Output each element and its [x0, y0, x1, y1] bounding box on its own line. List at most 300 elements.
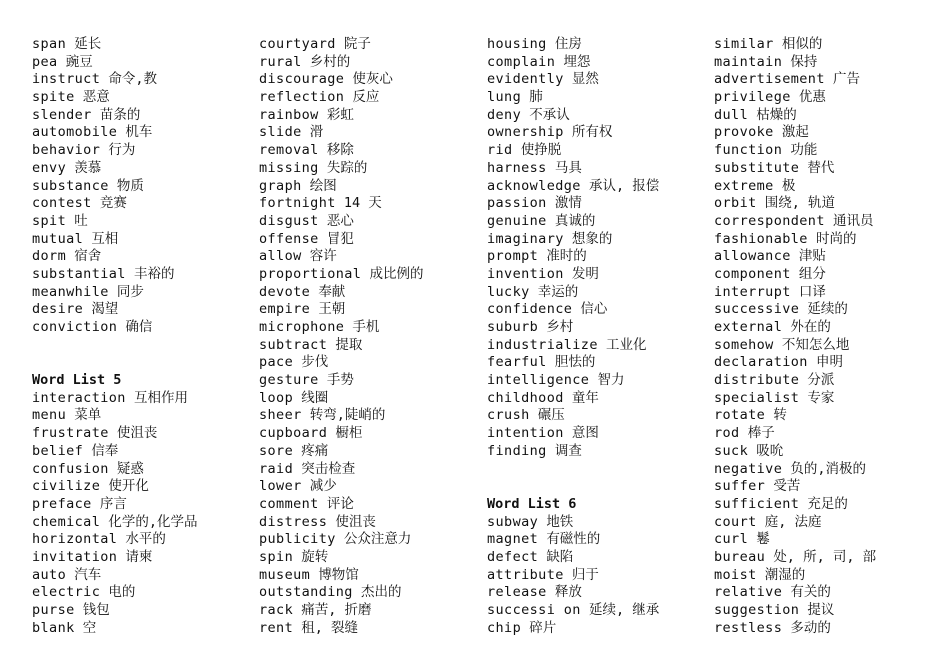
- vocab-entry: [32, 531, 247, 549]
- english-word: invention: [487, 265, 564, 282]
- english-word: rural: [259, 53, 302, 70]
- vocab-entry: [487, 620, 702, 638]
- vocab-entry: [714, 567, 929, 585]
- vocab-entry: [32, 549, 247, 567]
- english-word: correspondent: [714, 212, 825, 229]
- vocab-entry: [32, 567, 247, 585]
- chinese-meaning: 童年: [571, 389, 599, 406]
- english-word: horizontal: [32, 531, 118, 548]
- chinese-meaning: 互相: [91, 230, 119, 247]
- vocab-entry: [32, 124, 247, 142]
- vocab-entry: [32, 584, 247, 602]
- english-word: behavior: [32, 142, 101, 159]
- vocab-entry: [32, 142, 247, 160]
- english-word: genuine: [487, 212, 547, 229]
- chinese-meaning: 反应: [352, 89, 380, 106]
- vocab-entry: [487, 407, 702, 425]
- english-word: interrupt: [714, 283, 791, 300]
- english-word: spin: [259, 548, 294, 565]
- vocab-entry: [487, 372, 702, 390]
- chinese-meaning: 院子: [343, 36, 371, 52]
- english-word: spit: [32, 212, 67, 229]
- english-word: release: [487, 584, 547, 601]
- vocab-entry: [487, 602, 702, 620]
- chinese-meaning: 极: [781, 177, 796, 194]
- vocab-entry: [32, 107, 247, 125]
- chinese-meaning: 提议: [807, 602, 835, 618]
- chinese-meaning: 疼痛: [301, 442, 329, 459]
- english-word: suggestion: [714, 602, 800, 618]
- vocab-entry: [714, 142, 929, 160]
- chinese-meaning: 吸吮: [756, 442, 784, 459]
- chinese-meaning: 互相作用: [133, 389, 188, 406]
- vocab-entry: [487, 160, 702, 178]
- vocab-entry: [259, 584, 474, 602]
- chinese-meaning: 延长: [74, 36, 102, 52]
- vocab-entry: [714, 425, 929, 443]
- english-word: ownership: [487, 124, 564, 141]
- english-word: missing: [259, 159, 319, 176]
- chinese-meaning: 使挣脱: [520, 142, 562, 159]
- chinese-meaning: 减少: [309, 478, 337, 495]
- vocab-entry: [487, 54, 702, 72]
- english-word: distress: [259, 513, 328, 530]
- vocab-entry: [259, 36, 474, 54]
- chinese-meaning: 空: [82, 619, 97, 636]
- english-word: rack: [259, 602, 294, 618]
- vocab-entry: [714, 160, 929, 178]
- chinese-meaning: 竞赛: [99, 195, 127, 212]
- chinese-meaning: 优惠: [798, 89, 826, 106]
- vocab-entry: [714, 89, 929, 107]
- vocab-entry: [32, 461, 247, 479]
- chinese-meaning: 相似的: [781, 36, 823, 52]
- chinese-meaning: 杰出的: [360, 584, 402, 601]
- english-word: attribute: [487, 566, 564, 583]
- english-word: orbit: [714, 195, 757, 212]
- vocab-entry: [259, 337, 474, 355]
- vocab-entry: [259, 354, 474, 372]
- chinese-meaning: 不知怎么地: [781, 336, 850, 353]
- vocab-entry: [259, 160, 474, 178]
- vocab-entry: [714, 354, 929, 372]
- word-list-heading: Word List 6: [487, 495, 577, 512]
- vocab-entry: [487, 354, 702, 372]
- english-word: declaration: [714, 354, 808, 371]
- english-word: suck: [714, 442, 749, 459]
- english-word: pea: [32, 53, 58, 70]
- vocab-entry: [714, 443, 929, 461]
- vocab-entry: [714, 531, 929, 549]
- english-word: rod: [714, 425, 740, 442]
- chinese-meaning: 汽车: [74, 566, 102, 583]
- chinese-meaning: 信心: [580, 301, 608, 318]
- english-word: cupboard: [259, 425, 328, 442]
- vocab-entry: [32, 71, 247, 89]
- english-word: finding: [487, 442, 547, 459]
- chinese-meaning: 智力: [597, 372, 625, 389]
- vocab-entry: [259, 602, 474, 620]
- vocab-entry: [487, 231, 702, 249]
- vocab-entry: [259, 301, 474, 319]
- chinese-meaning: 埋怨: [563, 53, 591, 70]
- vocab-entry: [714, 319, 929, 337]
- chinese-meaning: 容许: [309, 248, 337, 265]
- english-word: automobile: [32, 124, 118, 141]
- chinese-meaning: 分派: [807, 372, 835, 389]
- vocab-entry: [487, 390, 702, 408]
- english-word: chip: [487, 619, 522, 636]
- vocab-entry: [32, 284, 247, 302]
- vocab-entry: [714, 584, 929, 602]
- chinese-meaning: 机车: [125, 124, 153, 141]
- english-word: blank: [32, 619, 75, 636]
- vocab-entry: [487, 284, 702, 302]
- vocab-entry: [487, 514, 702, 532]
- vocab-entry: [714, 390, 929, 408]
- chinese-meaning: 鬈: [756, 531, 770, 548]
- english-word: harness: [487, 159, 547, 176]
- vocab-entry: [487, 549, 702, 567]
- english-word: microphone: [259, 319, 345, 335]
- vocab-entry: [259, 372, 474, 390]
- english-word: spite: [32, 89, 75, 106]
- english-word: span: [32, 36, 67, 52]
- chinese-meaning: 评论: [326, 495, 354, 512]
- vocab-entry: [714, 107, 929, 125]
- chinese-meaning: 功能: [790, 142, 818, 159]
- vocab-entry: [259, 248, 474, 266]
- chinese-meaning: 想象的: [571, 230, 613, 247]
- chinese-meaning: 手机: [352, 319, 380, 335]
- chinese-meaning: 胆怯的: [554, 354, 596, 371]
- chinese-meaning: 地铁: [546, 513, 574, 530]
- blank-line: [487, 461, 702, 479]
- english-word: component: [714, 265, 791, 282]
- english-word: acknowledge: [487, 177, 581, 194]
- vocab-entry: [259, 213, 474, 231]
- chinese-meaning: 电的: [108, 584, 136, 601]
- vocab-entry: [259, 496, 474, 514]
- vocab-entry: [259, 531, 474, 549]
- chinese-meaning: 组分: [798, 265, 826, 282]
- vocab-entry: [259, 461, 474, 479]
- chinese-meaning: 绘图: [309, 177, 337, 194]
- english-word: envy: [32, 159, 67, 176]
- chinese-meaning: 宿舍: [74, 248, 102, 265]
- chinese-meaning: 通讯员: [833, 212, 874, 229]
- chinese-meaning: 口译: [798, 283, 826, 300]
- vocab-entry: [259, 89, 474, 107]
- english-word: fashionable: [714, 230, 808, 247]
- english-word: moist: [714, 566, 757, 583]
- chinese-meaning: 序言: [99, 495, 127, 512]
- vocab-entry: [714, 195, 929, 213]
- chinese-meaning: 幸运的: [537, 283, 579, 300]
- chinese-meaning: 确信: [125, 319, 153, 335]
- english-word: successi on: [487, 602, 581, 618]
- vocab-entry: [259, 549, 474, 567]
- vocab-entry: [487, 425, 702, 443]
- vocab-entry: [32, 301, 247, 319]
- vocab-entry: [487, 142, 702, 160]
- english-word: chemical: [32, 513, 101, 530]
- chinese-meaning: 释放: [554, 584, 582, 601]
- english-word: privilege: [714, 89, 791, 106]
- chinese-meaning: 钱包: [82, 602, 110, 618]
- chinese-meaning: 租, 裂缝: [301, 619, 359, 636]
- chinese-meaning: 碾压: [537, 407, 565, 424]
- english-word: desire: [32, 301, 84, 318]
- vocab-entry: [259, 443, 474, 461]
- chinese-meaning: 化学的,化学品: [108, 513, 198, 530]
- english-word: allow: [259, 248, 302, 265]
- vocab-entry: [714, 337, 929, 355]
- vocab-entry: [487, 248, 702, 266]
- english-word: removal: [259, 142, 319, 159]
- english-word: sore: [259, 442, 294, 459]
- vocab-entry: [32, 213, 247, 231]
- chinese-meaning: 旋转: [301, 548, 329, 565]
- vocab-entry: [487, 195, 702, 213]
- english-word: fortnight: [259, 195, 336, 212]
- english-word: industrialize: [487, 336, 598, 353]
- chinese-meaning: 奉献: [318, 283, 346, 300]
- vocab-entry: [714, 124, 929, 142]
- vocab-entry: [714, 284, 929, 302]
- vocab-entry: [714, 478, 929, 496]
- chinese-meaning: 充足的: [807, 495, 848, 512]
- english-word: purse: [32, 602, 75, 618]
- vocab-entry: [259, 390, 474, 408]
- english-word: electric: [32, 584, 101, 601]
- english-word: confidence: [487, 301, 573, 318]
- vocab-entry: [259, 620, 474, 638]
- chinese-meaning: 恶意: [82, 89, 110, 106]
- vocab-entry: [487, 319, 702, 337]
- english-word: passion: [487, 195, 547, 212]
- english-word: court: [714, 513, 757, 530]
- chinese-meaning: 同步: [116, 283, 144, 300]
- chinese-meaning: 受苦: [773, 478, 801, 495]
- chinese-meaning: 苗条的: [99, 106, 141, 123]
- english-word: interaction: [32, 389, 126, 406]
- vocab-entry: [259, 266, 474, 284]
- english-word: civilize: [32, 478, 101, 495]
- chinese-meaning: 乡村的: [309, 53, 351, 70]
- chinese-meaning: 步伐: [301, 354, 329, 371]
- vocab-entry: [259, 478, 474, 496]
- chinese-meaning: 公众注意力: [343, 531, 412, 548]
- english-word: instruct: [32, 71, 101, 88]
- chinese-meaning: 多动的: [790, 619, 831, 636]
- english-word: offense: [259, 230, 319, 247]
- chinese-meaning: 发明: [571, 265, 599, 282]
- english-word: mutual: [32, 230, 84, 247]
- chinese-meaning: 保持: [790, 53, 818, 70]
- chinese-meaning: 调查: [554, 442, 582, 459]
- vocab-entry: [32, 89, 247, 107]
- vocab-entry: [714, 372, 929, 390]
- chinese-meaning: 广告: [833, 71, 861, 88]
- chinese-meaning: 归于: [571, 566, 599, 583]
- chinese-meaning: 丰裕的: [133, 265, 175, 282]
- english-word: evidently: [487, 71, 564, 88]
- chinese-meaning: 庭, 法庭: [764, 513, 822, 530]
- english-word: outstanding: [259, 584, 353, 601]
- chinese-meaning: 棒子: [747, 425, 775, 442]
- english-word: auto: [32, 566, 67, 583]
- english-word: defect: [487, 548, 539, 565]
- chinese-meaning: 替代: [807, 159, 835, 176]
- english-word: substance: [32, 177, 109, 194]
- chinese-meaning: 马具: [554, 159, 582, 176]
- chinese-meaning: 不承认: [529, 106, 570, 123]
- vocab-entry: [487, 531, 702, 549]
- english-word: comment: [259, 495, 319, 512]
- word-list-heading: Word List 5: [32, 372, 122, 389]
- chinese-meaning: 使沮丧: [335, 513, 376, 530]
- vocab-entry: [714, 549, 929, 567]
- english-word: publicity: [259, 531, 336, 548]
- chinese-meaning: 成比例的: [369, 265, 424, 282]
- vocab-entry: [32, 620, 247, 638]
- chinese-meaning: 行为: [108, 142, 136, 159]
- vocab-entry: [32, 248, 247, 266]
- vocab-entry: [259, 142, 474, 160]
- vocab-entry: [487, 301, 702, 319]
- english-word: discourage: [259, 71, 345, 88]
- english-word: curl: [714, 531, 749, 548]
- english-word: specialist: [714, 389, 800, 406]
- english-word: devote: [259, 283, 311, 300]
- english-word: rid: [487, 142, 513, 159]
- vocab-entry: [487, 36, 702, 54]
- vocab-entry: [714, 231, 929, 249]
- vocab-entry: [487, 567, 702, 585]
- english-word: slender: [32, 106, 92, 123]
- vocab-entry: [32, 178, 247, 196]
- chinese-meaning: 菜单: [74, 407, 102, 424]
- vocab-entry: [714, 301, 929, 319]
- english-word: maintain: [714, 53, 783, 70]
- chinese-meaning: 意图: [571, 425, 599, 442]
- english-word: meanwhile: [32, 283, 109, 300]
- english-word: provoke: [714, 124, 774, 141]
- english-word: sufficient: [714, 495, 800, 512]
- chinese-meaning: 橱柜: [335, 425, 363, 442]
- chinese-meaning: 专家: [807, 389, 835, 406]
- chinese-meaning: 彩虹: [326, 106, 354, 123]
- vocab-entry: [32, 478, 247, 496]
- chinese-meaning: 有磁性的: [546, 531, 601, 548]
- vocab-entry: [32, 266, 247, 284]
- vocab-entry: [487, 178, 702, 196]
- chinese-meaning: 围绕, 轨道: [764, 195, 836, 212]
- chinese-meaning: 使开化: [108, 478, 149, 495]
- chinese-meaning: 真诚的: [554, 212, 596, 229]
- vocab-entry: [714, 248, 929, 266]
- vocab-entry: [259, 567, 474, 585]
- vocab-entry: [259, 195, 474, 213]
- english-word: crush: [487, 407, 530, 424]
- english-word: conviction: [32, 319, 118, 335]
- chinese-meaning: 转: [773, 407, 787, 424]
- vocab-entry: [714, 461, 929, 479]
- english-word: function: [714, 142, 783, 159]
- chinese-meaning: 渴望: [91, 301, 119, 318]
- english-word: deny: [487, 106, 522, 123]
- english-word: sheer: [259, 407, 302, 424]
- chinese-meaning: 申明: [815, 354, 843, 371]
- vocab-entry: [714, 36, 929, 54]
- vocab-entry: [259, 284, 474, 302]
- vocab-entry: [32, 443, 247, 461]
- vocab-entry: [487, 107, 702, 125]
- english-word: suffer: [714, 478, 766, 495]
- vocab-entry: [259, 107, 474, 125]
- chinese-meaning: 负的,消极的: [790, 460, 867, 477]
- chinese-meaning: 延续, 继承: [588, 602, 660, 618]
- chinese-meaning: 碎片: [529, 619, 557, 636]
- vocab-entry: [714, 54, 929, 72]
- word-column-4: [714, 36, 929, 637]
- chinese-meaning: 所有权: [571, 124, 613, 141]
- chinese-meaning: 羡慕: [74, 159, 102, 176]
- vocab-entry: [487, 584, 702, 602]
- chinese-meaning: 14 天: [343, 195, 382, 212]
- vocab-entry: [32, 195, 247, 213]
- chinese-meaning: 枯燥的: [756, 106, 797, 123]
- english-word: childhood: [487, 389, 564, 406]
- chinese-meaning: 潮湿的: [764, 566, 806, 583]
- blank-line: [487, 478, 702, 496]
- chinese-meaning: 线圈: [301, 389, 329, 406]
- chinese-meaning: 使沮丧: [116, 425, 158, 442]
- english-word: bureau: [714, 548, 766, 565]
- chinese-meaning: 突击检查: [301, 460, 356, 477]
- vocab-entry: [259, 514, 474, 532]
- vocab-entry: [487, 443, 702, 461]
- english-word: suburb: [487, 319, 539, 335]
- chinese-meaning: 博物馆: [318, 566, 359, 583]
- english-word: rainbow: [259, 106, 319, 123]
- english-word: empire: [259, 301, 311, 318]
- english-word: graph: [259, 177, 302, 194]
- vocab-entry: [32, 390, 247, 408]
- english-word: pace: [259, 354, 294, 371]
- chinese-meaning: 豌豆: [65, 53, 93, 70]
- vocab-entry: [714, 602, 929, 620]
- english-word: contest: [32, 195, 92, 212]
- english-word: subway: [487, 513, 539, 530]
- chinese-meaning: 水平的: [125, 531, 166, 548]
- vocab-entry: [487, 89, 702, 107]
- chinese-meaning: 冒犯: [326, 230, 354, 247]
- english-word: similar: [714, 36, 774, 52]
- english-word: museum: [259, 566, 311, 583]
- english-word: dorm: [32, 248, 67, 265]
- chinese-meaning: 痛苦, 折磨: [301, 602, 372, 618]
- word-column-2: [259, 36, 474, 637]
- chinese-meaning: 工业化: [606, 336, 647, 353]
- chinese-meaning: 承认, 报偿: [588, 177, 660, 194]
- word-column-1: [32, 36, 247, 637]
- blank-line: [32, 337, 247, 355]
- english-word: housing: [487, 36, 547, 52]
- vocab-entry: [487, 266, 702, 284]
- vocab-entry: [714, 496, 929, 514]
